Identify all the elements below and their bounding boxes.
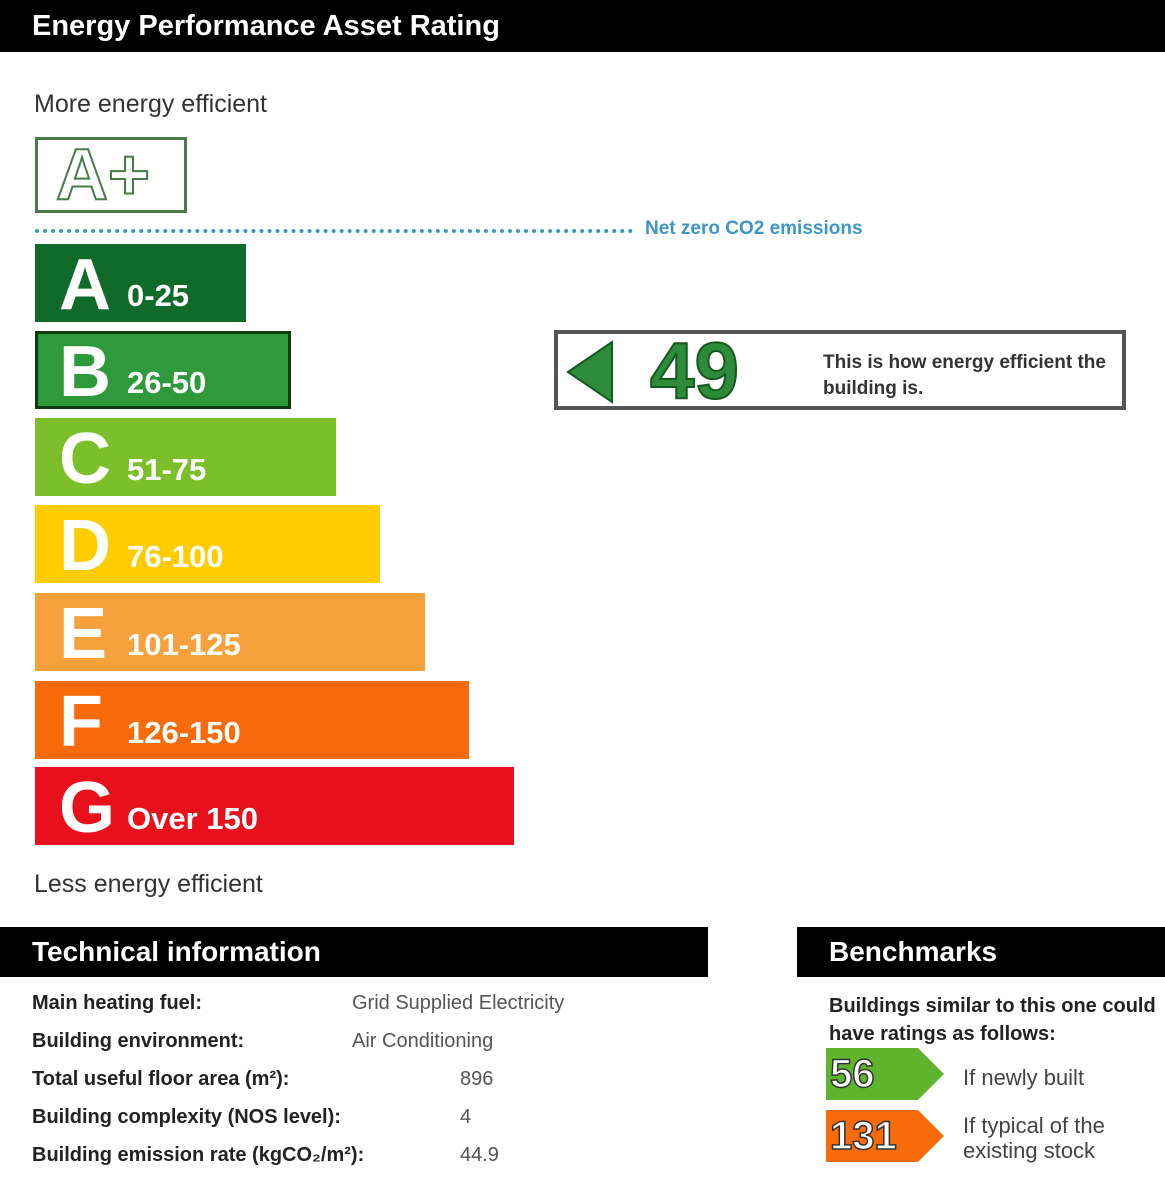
benchmark-value: 56 [830,1052,875,1096]
band-range: 0-25 [127,278,190,313]
tech-label: Main heating fuel: [32,992,202,1014]
benchmark-value: 131 [830,1114,897,1158]
tech-value: 4 [460,1106,472,1128]
band-letter: G [59,768,116,848]
band-f [35,681,469,762]
less-efficient-label: Less energy efficient [34,870,263,898]
rating-value: 49 [650,326,739,415]
band-e [35,593,425,674]
page-title: Energy Performance Asset Rating [0,0,1165,52]
tech-value: 896 [460,1068,494,1090]
tech-label: Building environment: [32,1030,245,1052]
benchmark-existing-stock [826,1110,946,1162]
net-zero-line [35,229,633,233]
band-letter: E [59,594,108,674]
benchmark-new-build [826,1048,946,1100]
band-range: 26-50 [127,365,207,400]
rating-indicator [554,326,1126,415]
tech-label: Building emission rate (kgCO₂/m²): [32,1144,365,1166]
band-g [35,767,514,848]
band-range: 126-150 [127,715,241,750]
band-range: 51-75 [127,452,207,487]
aplus-box [35,137,187,213]
band-letter: B [59,332,111,412]
band-c [35,418,336,499]
rating-description: This is how energy efficient the building is. [823,352,1106,399]
aplus-label: A+ [56,135,151,215]
tech-value: 44.9 [460,1144,499,1166]
tech-value: Grid Supplied Electricity [352,992,565,1014]
band-letter: C [59,419,111,499]
band-d [35,505,380,586]
band-letter: A [59,245,111,325]
benchmark-description: If typical of the existing stock [963,1113,1105,1163]
benchmarks-header: Benchmarks [797,927,1165,977]
band-letter: D [59,506,111,586]
net-zero-label: Net zero CO2 emissions [645,218,863,239]
band-a [35,244,246,325]
tech-label: Building complexity (NOS level): [32,1106,341,1128]
band-letter: F [59,682,103,762]
tech-value: Air Conditioning [352,1030,494,1052]
rating-arrow-icon [566,340,616,404]
more-efficient-label: More energy efficient [34,90,267,118]
band-b [35,331,291,412]
benchmark-description: If newly built [963,1065,1085,1090]
band-range: Over 150 [127,801,258,836]
band-range: 101-125 [127,627,241,662]
benchmarks-intro: Buildings similar to this one could have ratings as follows: [829,995,1156,1045]
technical-info-header: Technical information [0,927,708,977]
tech-label: Total useful floor area (m²): [32,1068,290,1090]
band-range: 76-100 [127,539,224,574]
